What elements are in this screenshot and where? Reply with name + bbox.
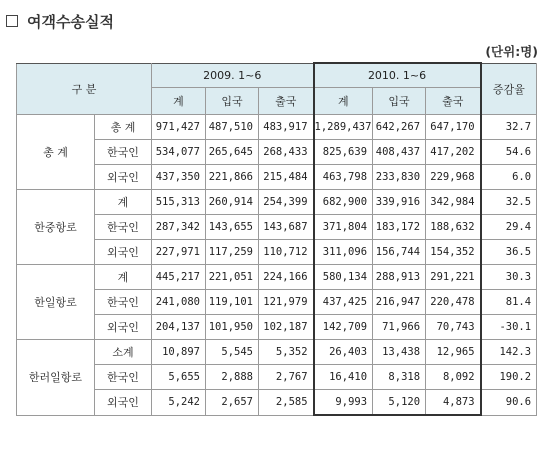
value-cell: 339,916 — [373, 190, 426, 215]
value-cell: 110,712 — [259, 240, 314, 265]
value-cell: 143,655 — [206, 215, 259, 240]
value-cell: 291,221 — [426, 265, 481, 290]
value-cell: 229,968 — [426, 165, 481, 190]
value-cell: 117,259 — [206, 240, 259, 265]
header-2009: 2009. 1~6 — [152, 63, 314, 88]
value-cell: 647,170 — [426, 115, 481, 140]
change-rate-cell: 6.0 — [481, 165, 537, 190]
value-cell: 5,242 — [152, 390, 206, 416]
row-label: 외국인 — [95, 315, 152, 340]
value-cell: 311,096 — [314, 240, 373, 265]
header-2010: 2010. 1~6 — [314, 63, 481, 88]
value-cell: 342,984 — [426, 190, 481, 215]
value-cell: 156,744 — [373, 240, 426, 265]
group-label: 한중항로 — [17, 190, 95, 265]
header-2010-in: 입국 — [373, 88, 426, 115]
value-cell: 268,433 — [259, 140, 314, 165]
value-cell: 580,134 — [314, 265, 373, 290]
table-row — [17, 240, 537, 265]
change-rate-cell: 36.5 — [481, 240, 537, 265]
value-cell: 121,979 — [259, 290, 314, 315]
value-cell: 534,077 — [152, 140, 206, 165]
value-cell: 9,993 — [314, 390, 373, 416]
value-cell: 221,051 — [206, 265, 259, 290]
value-cell: 260,914 — [206, 190, 259, 215]
passenger-table — [16, 62, 537, 416]
value-cell: 408,437 — [373, 140, 426, 165]
page-title — [6, 10, 114, 32]
change-rate-cell: 32.5 — [481, 190, 537, 215]
group-label: 한러일항로 — [17, 340, 95, 416]
value-cell: 2,767 — [259, 365, 314, 390]
row-label: 한국인 — [95, 215, 152, 240]
change-rate-cell: -30.1 — [481, 315, 537, 340]
table-row — [17, 165, 537, 190]
value-cell: 265,645 — [206, 140, 259, 165]
title-text: 여객수송실적 — [27, 12, 114, 31]
value-cell: 102,187 — [259, 315, 314, 340]
value-cell: 26,403 — [314, 340, 373, 365]
table-row — [17, 115, 537, 140]
table-row — [17, 140, 537, 165]
value-cell: 8,318 — [373, 365, 426, 390]
value-cell: 8,092 — [426, 365, 481, 390]
value-cell: 254,399 — [259, 190, 314, 215]
row-label: 계 — [95, 190, 152, 215]
change-rate-cell: 190.2 — [481, 365, 537, 390]
value-cell: 2,888 — [206, 365, 259, 390]
row-label: 외국인 — [95, 240, 152, 265]
table-row — [17, 340, 537, 365]
header-2009-out: 출국 — [259, 88, 314, 115]
change-rate-cell: 32.7 — [481, 115, 537, 140]
value-cell: 1,289,437 — [314, 115, 373, 140]
group-label: 한일항로 — [17, 265, 95, 340]
value-cell: 483,917 — [259, 115, 314, 140]
table-row — [17, 315, 537, 340]
value-cell: 216,947 — [373, 290, 426, 315]
value-cell: 5,545 — [206, 340, 259, 365]
row-label: 소계 — [95, 340, 152, 365]
value-cell: 16,410 — [314, 365, 373, 390]
table-row — [17, 390, 537, 416]
value-cell: 287,342 — [152, 215, 206, 240]
value-cell: 227,971 — [152, 240, 206, 265]
unit-label: (단위:명) — [485, 44, 538, 59]
value-cell: 2,657 — [206, 390, 259, 416]
value-cell: 142,709 — [314, 315, 373, 340]
value-cell: 2,585 — [259, 390, 314, 416]
row-label: 한국인 — [95, 140, 152, 165]
change-rate-cell: 90.6 — [481, 390, 537, 416]
value-cell: 215,484 — [259, 165, 314, 190]
value-cell: 288,913 — [373, 265, 426, 290]
table-row — [17, 265, 537, 290]
row-label: 계 — [95, 265, 152, 290]
value-cell: 4,873 — [426, 390, 481, 416]
value-cell: 119,101 — [206, 290, 259, 315]
change-rate-cell: 142.3 — [481, 340, 537, 365]
header-change: 증감율 — [481, 63, 537, 115]
header-category: 구 분 — [17, 63, 152, 115]
table-row — [17, 190, 537, 215]
change-rate-cell: 81.4 — [481, 290, 537, 315]
change-rate-cell: 54.6 — [481, 140, 537, 165]
row-label: 총 계 — [95, 115, 152, 140]
header-2009-total: 계 — [152, 88, 206, 115]
table-row — [17, 290, 537, 315]
row-label: 외국인 — [95, 165, 152, 190]
square-bullet-icon — [6, 15, 18, 27]
table-row — [17, 365, 537, 390]
header-2010-total: 계 — [314, 88, 373, 115]
value-cell: 224,166 — [259, 265, 314, 290]
value-cell: 515,313 — [152, 190, 206, 215]
value-cell: 71,966 — [373, 315, 426, 340]
value-cell: 12,965 — [426, 340, 481, 365]
value-cell: 13,438 — [373, 340, 426, 365]
value-cell: 204,137 — [152, 315, 206, 340]
row-label: 한국인 — [95, 365, 152, 390]
value-cell: 101,950 — [206, 315, 259, 340]
value-cell: 241,080 — [152, 290, 206, 315]
value-cell: 5,352 — [259, 340, 314, 365]
header-2009-in: 입국 — [206, 88, 259, 115]
value-cell: 445,217 — [152, 265, 206, 290]
value-cell: 188,632 — [426, 215, 481, 240]
change-rate-cell: 29.4 — [481, 215, 537, 240]
value-cell: 5,655 — [152, 365, 206, 390]
value-cell: 154,352 — [426, 240, 481, 265]
value-cell: 221,866 — [206, 165, 259, 190]
value-cell: 971,427 — [152, 115, 206, 140]
value-cell: 233,830 — [373, 165, 426, 190]
value-cell: 70,743 — [426, 315, 481, 340]
table-row — [17, 215, 537, 240]
value-cell: 437,350 — [152, 165, 206, 190]
value-cell: 682,900 — [314, 190, 373, 215]
value-cell: 487,510 — [206, 115, 259, 140]
value-cell: 10,897 — [152, 340, 206, 365]
group-label: 총 계 — [17, 115, 95, 190]
change-rate-cell: 30.3 — [481, 265, 537, 290]
value-cell: 642,267 — [373, 115, 426, 140]
value-cell: 825,639 — [314, 140, 373, 165]
value-cell: 463,798 — [314, 165, 373, 190]
value-cell: 183,172 — [373, 215, 426, 240]
row-label: 외국인 — [95, 390, 152, 416]
header-2010-out: 출국 — [426, 88, 481, 115]
value-cell: 437,425 — [314, 290, 373, 315]
value-cell: 5,120 — [373, 390, 426, 416]
value-cell: 143,687 — [259, 215, 314, 240]
value-cell: 371,804 — [314, 215, 373, 240]
value-cell: 220,478 — [426, 290, 481, 315]
value-cell: 417,202 — [426, 140, 481, 165]
row-label: 한국인 — [95, 290, 152, 315]
